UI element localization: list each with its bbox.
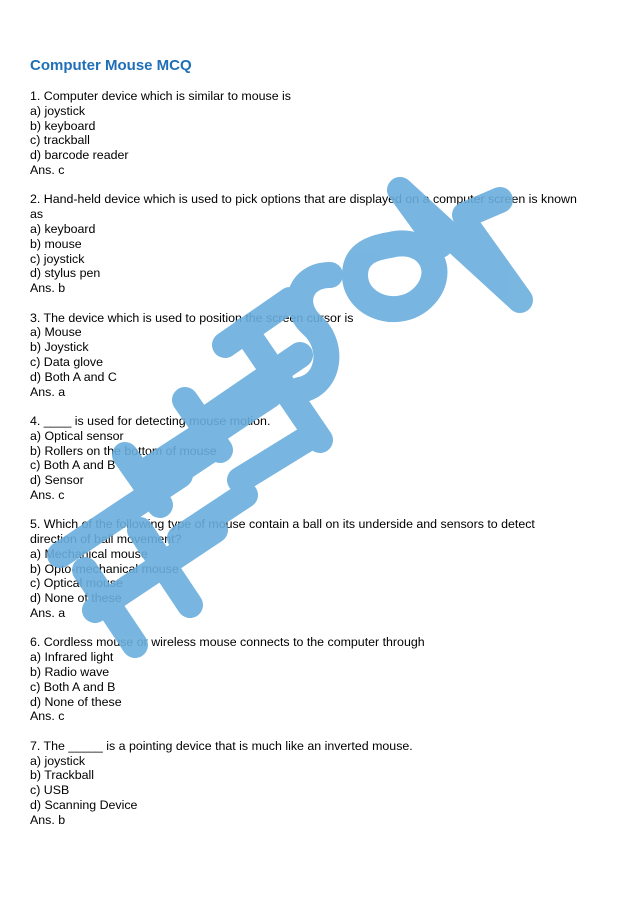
answer-option: c) trackball (30, 133, 90, 148)
question-block (30, 635, 610, 724)
answer-option: c) joystick (30, 251, 85, 266)
answer-option: b) Radio wave (30, 665, 110, 680)
question-text: 1. Computer device which is similar to mouse is (30, 89, 291, 103)
question-text: 7. The _____ is a pointing device that is much like an inverted mouse. (30, 738, 413, 753)
answer-key: Ans. c (30, 709, 65, 724)
answer-key: Ans. b (30, 281, 66, 296)
question-text: as (30, 207, 44, 222)
answer-option: d) Sensor (30, 473, 84, 488)
answer-option: a) Infrared light (30, 650, 114, 665)
answer-option: b) Joystick (30, 340, 89, 355)
answer-option: d) Both A and C (30, 369, 117, 384)
question-block (30, 414, 610, 503)
answer-option: b) mouse (30, 236, 82, 251)
answer-option: a) keyboard (30, 221, 96, 236)
answer-option: d) None of these (30, 694, 122, 709)
answer-option: c) Optical mouse (30, 576, 123, 591)
answer-option: b) Trackball (30, 768, 95, 783)
answer-option: a) Mouse (30, 325, 82, 340)
answer-option: c) USB (30, 783, 70, 798)
answer-key: Ans. c (30, 162, 65, 177)
answer-option: a) joystick (30, 753, 86, 768)
answer-option: d) None of these (30, 591, 122, 606)
question-block (30, 89, 610, 178)
answer-key: Ans. a (30, 384, 66, 399)
answer-option: d) barcode reader (30, 148, 129, 163)
question-block (30, 739, 610, 828)
answer-option: a) Mechanical mouse (30, 546, 148, 561)
answer-option: a) joystick (30, 103, 86, 118)
answer-key: Ans. c (30, 487, 65, 502)
question-text: 2. Hand-held device which is used to pick options that are displayed on a computer screen is known (30, 192, 577, 207)
question-block (30, 517, 610, 621)
answer-option: c) Both A and B (30, 679, 116, 694)
question-list (30, 89, 610, 842)
question-text: direction of ball movement? (30, 532, 182, 547)
answer-option: b) Rollers on the bottom of mouse (30, 443, 217, 458)
answer-key: Ans. b (30, 812, 66, 827)
answer-key: Ans. a (30, 606, 66, 621)
question-text: 3. The device which is used to position the screen cursor is (30, 310, 354, 325)
answer-option: a) Optical sensor (30, 428, 124, 443)
question-text: 4. ____ is used for detecting mouse motion. (30, 413, 271, 428)
answer-option: c) Data glove (30, 354, 104, 369)
question-block (30, 192, 610, 296)
question-block (30, 311, 610, 400)
answer-option: d) Scanning Device (30, 798, 138, 813)
question-text: 6. Cordless mouse or wireless mouse connects to the computer through (30, 635, 425, 650)
document-title: Computer Mouse MCQ (30, 57, 192, 74)
answer-option: c) Both A and B (30, 458, 116, 473)
answer-option: b) Opto-mechanical mouse (30, 561, 179, 576)
answer-option: d) stylus pen (30, 266, 101, 281)
question-text: 5. Which of the following type of mouse contain a ball on its underside and sensors to detect (30, 517, 535, 532)
answer-option: b) keyboard (30, 118, 96, 133)
